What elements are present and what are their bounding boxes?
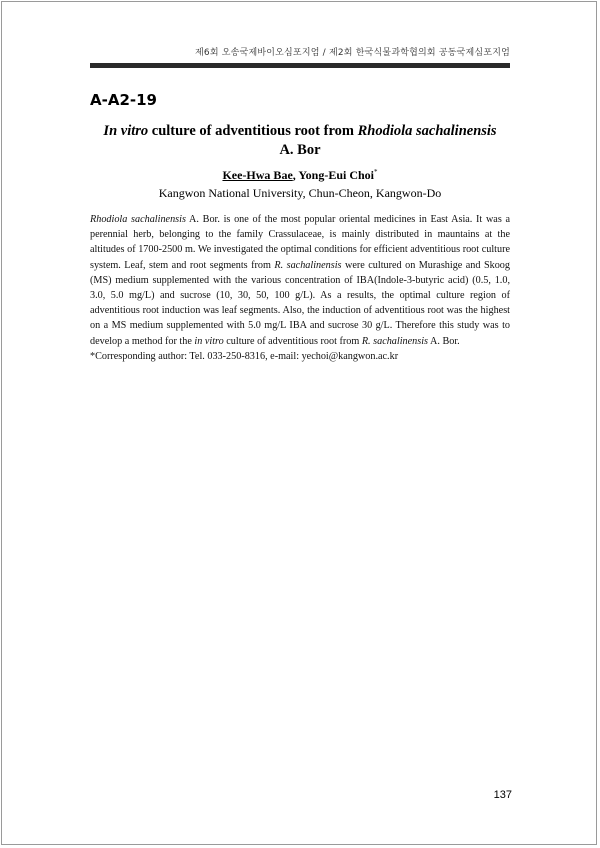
running-header: 제6회 오송국제바이오심포지엄 / 제2회 한국식물과학협의회 공동국제심포지엄 — [195, 48, 510, 58]
page-number: 137 — [493, 789, 512, 801]
title-text: culture of adventitious root from — [148, 123, 358, 139]
title-italic-species: Rhodiola sachalinensis — [357, 123, 497, 139]
author-1: Kee-Hwa Bae — [222, 168, 293, 182]
corresponding-marker: * — [374, 168, 378, 176]
abstract-species-short: R. sachalinensis — [274, 259, 342, 271]
author-separator: , — [292, 168, 299, 182]
title-line-2: A. Bor — [279, 142, 321, 158]
author-2: Yong-Eui Choi — [298, 168, 375, 182]
abstract-text-3: culture of adventitious root from — [223, 335, 362, 347]
abstract-body — [90, 212, 510, 349]
abstract-invitro: in vitro — [194, 335, 224, 347]
abstract-species: Rhodiola sachalinensis — [90, 214, 186, 225]
abstract-species-short-2: R. sachalinensis — [361, 335, 429, 347]
abstract-text-2: were cultured on Murashige and Skoog (MS) medium supplemented with the various concentration of IBA(Indole-3-butyric acid) (0.5, 1.0, 3.0, 5.0 mg/L) and sucrose (10, 30, 50, 100 g/L). As a results, the optimal culture region of adventitious root induction was leaf segments. Also, the induction of adventitious root was the highest on a MS medium supplemented with 5.0 mg/L IBA and sucrose 30 g/L. Therefore this study was to develop a method for the — [90, 259, 510, 347]
affiliation: Kangwon National University, Chun-Cheon, Kangwon-Do — [158, 186, 442, 200]
title-line-1 — [90, 122, 510, 141]
paper-title — [90, 122, 510, 160]
title-italic-invitro: In vitro — [103, 123, 149, 139]
abstract-text-4: A. Bor. — [428, 335, 460, 347]
corresponding-author: *Corresponding author: Tel. 033-250-8316, e-mail: yechoi@kangwon.ac.kr — [90, 351, 399, 362]
authors — [90, 168, 510, 183]
abstract-code: A-A2-19 — [90, 91, 157, 109]
abstract-text-1: A. Bor. is one of the most popular oriental medicines in East Asia. It was a perennial herb, belonging to the family Crassulaceae, is mainly distributed in mauntains at the altitudes of 1700-2500 m. We investigated the optimal conditions for efficient adventitious root culture system. Leaf, stem and root segments from — [90, 214, 510, 271]
header-rule — [90, 63, 510, 68]
